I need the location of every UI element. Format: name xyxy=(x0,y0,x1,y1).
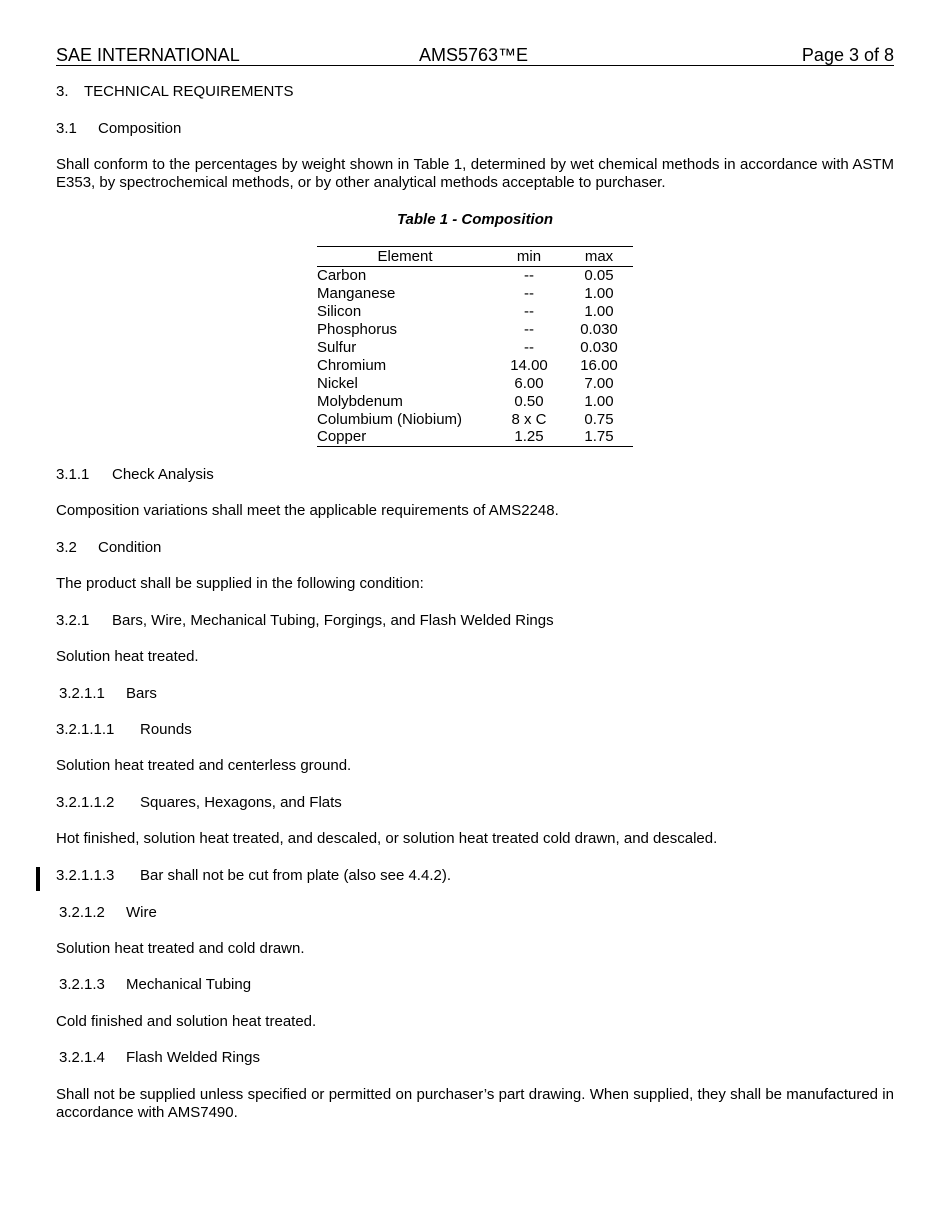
cell-min: -- xyxy=(524,321,534,339)
header-page-number: Page 3 of 8 xyxy=(801,45,894,65)
table-row xyxy=(317,303,633,321)
cell-max: 16.00 xyxy=(580,356,618,374)
heading-3-1 xyxy=(56,120,181,137)
table-caption: Table 1 - Composition xyxy=(396,211,554,228)
heading-title: Condition xyxy=(98,539,162,556)
table-row xyxy=(317,356,633,374)
heading-3-2-1-1-1 xyxy=(56,721,192,738)
header-organization: SAE INTERNATIONAL xyxy=(56,45,240,65)
heading-number: 3.2.1.3 xyxy=(59,976,105,993)
cell-min: -- xyxy=(524,303,534,321)
cell-element: Silicon xyxy=(317,303,362,321)
table-row xyxy=(317,428,633,446)
cell-min: -- xyxy=(524,339,534,356)
cell-min: 6.00 xyxy=(514,374,544,392)
heading-number: 3.1 xyxy=(56,120,77,137)
cell-element: Phosphorus xyxy=(317,321,398,339)
heading-title: Squares, Hexagons, and Flats xyxy=(140,794,342,811)
cell-element: Carbon xyxy=(317,267,367,285)
heading-number: 3.2.1.2 xyxy=(59,904,105,921)
heading-3-2-1-2 xyxy=(59,904,157,921)
cell-max: 1.00 xyxy=(584,392,614,410)
cell-max: 0.030 xyxy=(580,321,618,339)
heading-number: 3.2.1.1.2 xyxy=(56,794,115,811)
heading-title: Flash Welded Rings xyxy=(126,1049,260,1066)
heading-number: 3.2 xyxy=(56,539,77,556)
heading-3-1-1 xyxy=(56,466,214,483)
page-header xyxy=(56,43,894,66)
heading-number: 3.2.1 xyxy=(56,612,90,629)
heading-number: 3. xyxy=(56,83,69,100)
header-document-number: AMS5763™E xyxy=(419,45,529,65)
heading-title: Mechanical Tubing xyxy=(126,976,252,993)
cell-max: 1.00 xyxy=(584,303,614,321)
paragraph-3-2-1-1-1: Solution heat treated and centerless ground. xyxy=(56,757,352,774)
paragraph-3-2-1-4: Shall not be supplied unless specified or permitted on purchaser’s part drawing. When supplied, they shall be manufactured in accordance with AMS7490. xyxy=(56,1086,894,1121)
heading-number: 3.2.1.1 xyxy=(59,685,105,702)
heading-number: 3.1.1 xyxy=(56,466,90,483)
cell-min: 0.50 xyxy=(514,392,544,410)
heading-3-2-1-1 xyxy=(59,685,157,702)
paragraph-3-1-1: Composition variations shall meet the applicable requirements of AMS2248. xyxy=(56,502,559,519)
table-row xyxy=(317,410,633,428)
cell-min: -- xyxy=(524,285,534,303)
table-row xyxy=(317,285,633,303)
heading-3-2 xyxy=(56,539,161,556)
column-header-max: max xyxy=(565,247,633,267)
table-row xyxy=(317,374,633,392)
cell-max: 0.75 xyxy=(584,410,614,428)
cell-element: Columbium (Niobium) xyxy=(317,410,463,428)
heading-title: Bars, Wire, Mechanical Tubing, Forgings, and Flash Welded Rings xyxy=(112,612,554,629)
heading-title: Bars xyxy=(126,685,157,702)
heading-title: Wire xyxy=(126,904,157,921)
heading-title: TECHNICAL REQUIREMENTS xyxy=(84,83,294,100)
cell-element: Sulfur xyxy=(317,339,357,356)
paragraph-3-1: Shall conform to the percentages by weight shown in Table 1, determined by wet chemical methods in accordance with ASTM E353, by spectrochemical methods, or by other analytical methods acceptable to purchaser. xyxy=(56,156,894,191)
table-row xyxy=(317,339,633,357)
heading-3-2-1-1-2 xyxy=(56,794,342,811)
heading-number: 3.2.1.1.1 xyxy=(56,721,115,738)
cell-element: Chromium xyxy=(317,356,387,374)
table-row xyxy=(317,392,633,410)
heading-number: 3.2.1.4 xyxy=(59,1049,105,1066)
cell-element: Manganese xyxy=(317,285,396,303)
cell-element: Nickel xyxy=(317,374,358,392)
cell-min: 14.00 xyxy=(510,356,548,374)
cell-min: 8 x C xyxy=(511,410,547,428)
heading-number: 3.2.1.1.3 xyxy=(56,867,115,884)
heading-title: Check Analysis xyxy=(112,466,214,483)
cell-min: -- xyxy=(524,267,534,285)
cell-min: 1.25 xyxy=(493,428,565,446)
heading-title: Bar shall not be cut from plate (also see 4.4.2). xyxy=(140,867,451,884)
heading-3-2-1 xyxy=(56,612,554,629)
composition-table xyxy=(317,246,633,447)
cell-element: Molybdenum xyxy=(317,392,403,410)
cell-max: 0.05 xyxy=(584,267,614,285)
paragraph-3-2-1-3: Cold finished and solution heat treated. xyxy=(56,1013,317,1030)
revision-bar xyxy=(36,867,40,891)
column-header-element: Element xyxy=(317,247,493,267)
paragraph-3-2-1-1-2: Hot finished, solution heat treated, and descaled, or solution heat treated cold drawn, and descaled. xyxy=(56,830,718,847)
cell-max: 7.00 xyxy=(584,374,614,392)
heading-title: Composition xyxy=(98,120,182,137)
column-header-min: min xyxy=(493,247,565,267)
cell-element: Copper xyxy=(317,428,493,446)
table-row xyxy=(317,267,633,285)
table-row xyxy=(317,321,633,339)
cell-max: 0.030 xyxy=(580,339,618,356)
heading-3 xyxy=(56,83,293,100)
heading-3-2-1-3 xyxy=(59,976,251,993)
cell-max: 1.00 xyxy=(584,285,614,303)
paragraph-3-2-1: Solution heat treated. xyxy=(56,648,199,665)
cell-max: 1.75 xyxy=(565,428,633,446)
paragraph-3-2-1-2: Solution heat treated and cold drawn. xyxy=(56,940,305,957)
heading-title: Rounds xyxy=(140,721,192,738)
table-header-row xyxy=(317,247,633,267)
paragraph-3-2: The product shall be supplied in the following condition: xyxy=(56,575,424,592)
heading-3-2-1-4 xyxy=(59,1049,260,1066)
heading-3-2-1-1-3 xyxy=(56,867,451,884)
